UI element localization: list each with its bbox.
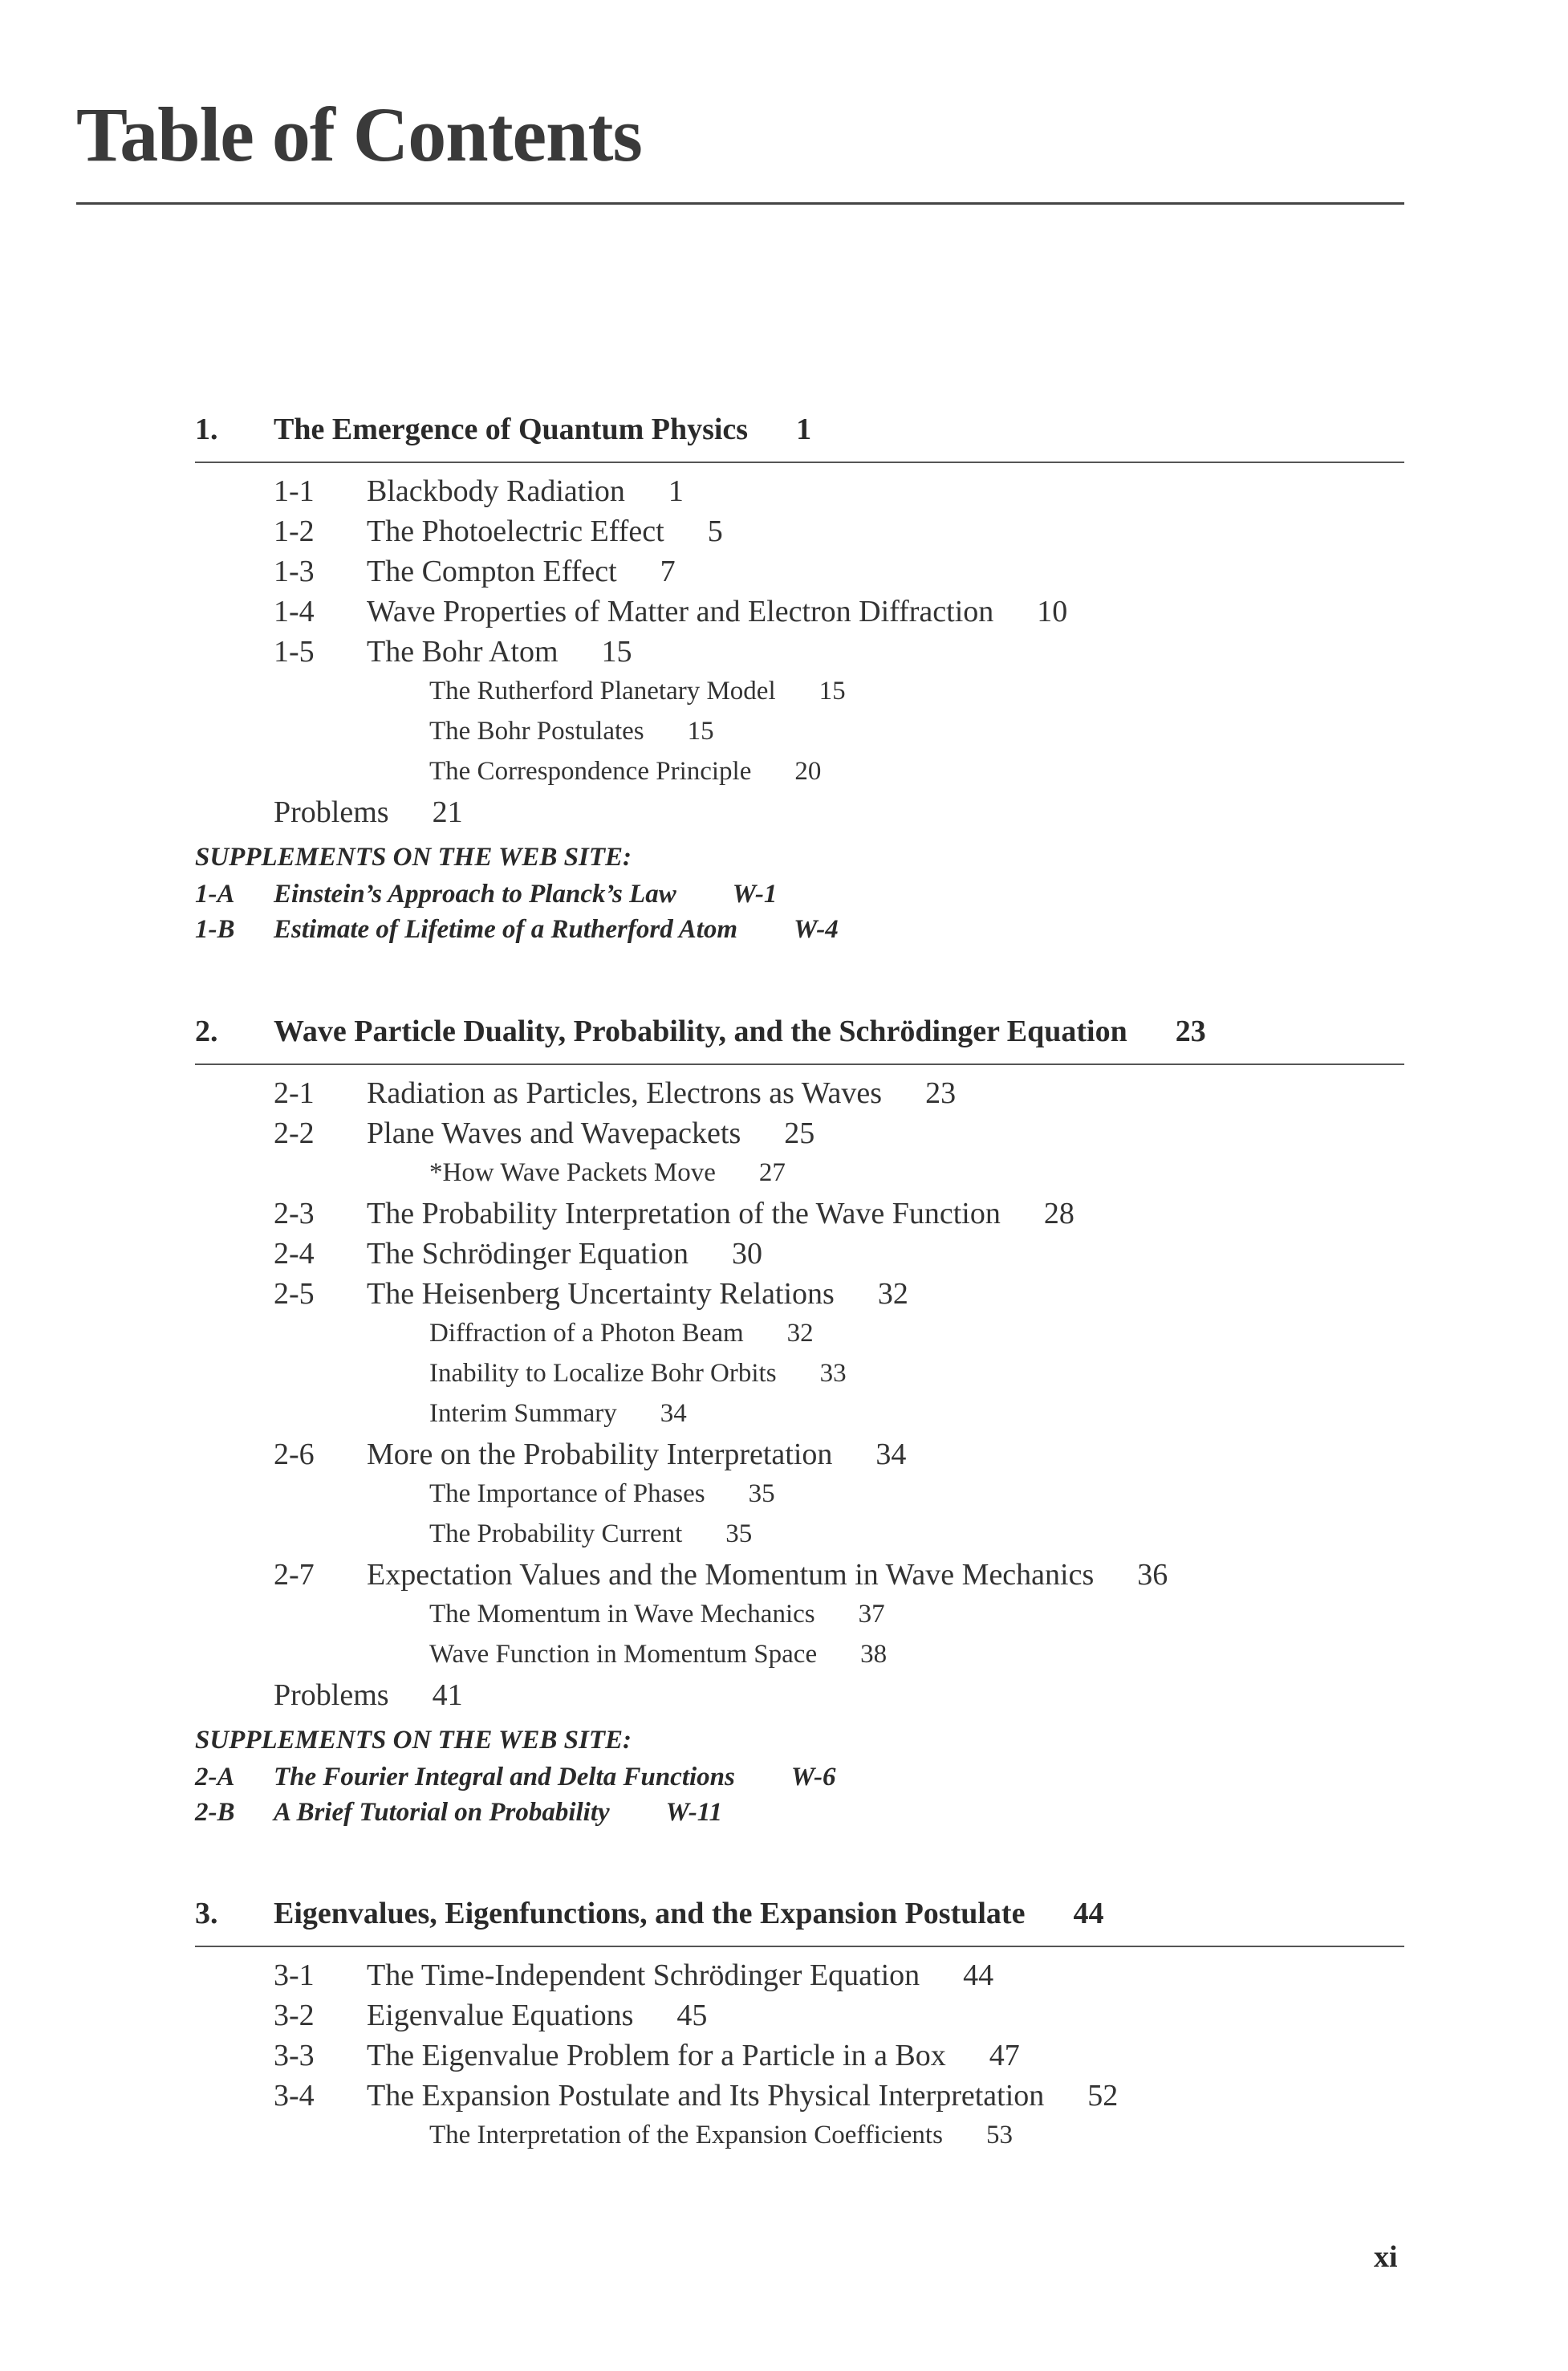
- section-title: Wave Properties of Matter and Electron Diffraction: [367, 595, 994, 628]
- chapter-title: The Emergence of Quantum Physics: [274, 413, 749, 446]
- subsection-title: The Momentum in Wave Mechanics: [429, 1600, 815, 1629]
- supplement-code: 1-B: [195, 915, 235, 944]
- supplement-page: W-11: [665, 1798, 722, 1827]
- subsection-title: The Bohr Postulates: [429, 717, 644, 746]
- supplement-title: A Brief Tutorial on Probability: [274, 1798, 610, 1827]
- subsection-title: The Rutherford Planetary Model: [429, 677, 776, 706]
- chapter-rule: [195, 1063, 1404, 1065]
- chapter-number: 1.: [195, 413, 218, 446]
- supplement-code: 2-B: [195, 1798, 235, 1827]
- section-code: 3-3: [274, 2039, 315, 2072]
- subsection-page: 27: [758, 1158, 786, 1187]
- section-title: Radiation as Particles, Electrons as Waves: [367, 1076, 883, 1110]
- subsection-title: Inability to Localize Bohr Orbits: [429, 1359, 777, 1388]
- chapter-page: 44: [1073, 1897, 1104, 1930]
- chapter-rule: [195, 462, 1404, 463]
- section-title: The Bohr Atom: [367, 635, 559, 669]
- problems-label: Problems: [274, 795, 389, 829]
- section-title: The Photoelectric Effect: [367, 514, 664, 548]
- chapter-heading: [195, 1896, 1103, 1931]
- section-code: 1-1: [274, 474, 315, 508]
- section-code: 2-4: [274, 1237, 315, 1271]
- section-code: 1-3: [274, 555, 315, 588]
- section-code: 2-3: [274, 1197, 315, 1230]
- section-page: 32: [877, 1277, 908, 1311]
- subsection-page: 15: [819, 677, 846, 706]
- section-code: 2-2: [274, 1116, 315, 1150]
- section-code: 2-6: [274, 1438, 315, 1471]
- section-page: 45: [676, 1999, 708, 2032]
- section-code: 1-2: [274, 514, 315, 548]
- section-code: 1-5: [274, 635, 315, 669]
- section-title: The Schrödinger Equation: [367, 1237, 689, 1271]
- supplement-page: W-6: [790, 1763, 836, 1791]
- section-page: 47: [989, 2039, 1020, 2072]
- section-code: 2-1: [274, 1076, 315, 1110]
- section-code: 3-2: [274, 1999, 315, 2032]
- section-page: 28: [1043, 1197, 1074, 1230]
- subsection-title: The Importance of Phases: [429, 1479, 705, 1508]
- subsection-title: Wave Function in Momentum Space: [429, 1640, 818, 1669]
- chapter-title: Wave Particle Duality, Probability, and the Schrödinger Equation: [274, 1015, 1127, 1048]
- subsection-page: 35: [725, 1519, 753, 1548]
- problems-label: Problems: [274, 1678, 389, 1712]
- chapter-heading: [195, 412, 811, 447]
- section-page: 52: [1087, 2079, 1119, 2113]
- supplement-title: The Fourier Integral and Delta Functions: [274, 1763, 735, 1791]
- subsection-page: 35: [748, 1479, 775, 1508]
- subsection-page: 15: [687, 717, 714, 746]
- subsection-title: The Interpretation of the Expansion Coefficients: [429, 2121, 943, 2149]
- subsection-page: 34: [660, 1399, 687, 1428]
- supplement-page: W-4: [794, 915, 839, 944]
- section-title: Eigenvalue Equations: [367, 1999, 634, 2032]
- section-page: 23: [925, 1076, 957, 1110]
- section-page: 1: [668, 474, 684, 508]
- supplements-heading: SUPPLEMENTS ON THE WEB SITE:: [195, 1726, 632, 1755]
- section-code: 3-1: [274, 1958, 315, 1992]
- subsection-title: *How Wave Packets Move: [429, 1158, 716, 1187]
- section-page: 10: [1037, 595, 1068, 628]
- section-title: The Compton Effect: [367, 555, 617, 588]
- section-title: The Expansion Postulate and Its Physical Interpretation: [367, 2079, 1045, 2113]
- chapter-rule: [195, 1946, 1404, 1947]
- chapter-page: 23: [1175, 1015, 1206, 1048]
- chapter-heading: [195, 1014, 1206, 1049]
- subsection-title: The Correspondence Principle: [429, 757, 752, 786]
- page-title: Table of Contents: [76, 92, 642, 177]
- problems-page: 41: [432, 1678, 463, 1712]
- section-page: 25: [784, 1116, 815, 1150]
- section-title: Expectation Values and the Momentum in Wave Mechanics: [367, 1558, 1095, 1592]
- supplement-page: W-1: [732, 880, 778, 909]
- section-page: 5: [707, 514, 723, 548]
- subsection-page: 37: [858, 1600, 885, 1629]
- section-page: 34: [875, 1438, 907, 1471]
- section-code: 3-4: [274, 2079, 315, 2113]
- section-title: The Eigenvalue Problem for a Particle in a Box: [367, 2039, 946, 2072]
- section-title: The Probability Interpretation of the Wave Function: [367, 1197, 1001, 1230]
- problems-page: 21: [432, 795, 463, 829]
- section-page: 30: [732, 1237, 763, 1271]
- section-title: Plane Waves and Wavepackets: [367, 1116, 741, 1150]
- section-code: 1-4: [274, 595, 315, 628]
- subsection-page: 32: [786, 1319, 814, 1348]
- chapter-number: 2.: [195, 1015, 218, 1048]
- subsection-title: Diffraction of a Photon Beam: [429, 1319, 744, 1348]
- section-title: The Heisenberg Uncertainty Relations: [367, 1277, 835, 1311]
- supplements-heading: SUPPLEMENTS ON THE WEB SITE:: [195, 843, 632, 872]
- subsection-page: 38: [860, 1640, 888, 1669]
- title-rule: [76, 202, 1404, 205]
- section-page: 7: [660, 555, 676, 588]
- chapter-number: 3.: [195, 1897, 218, 1930]
- subsection-page: 33: [819, 1359, 847, 1388]
- section-page: 36: [1137, 1558, 1168, 1592]
- supplement-title: Einstein’s Approach to Planck’s Law: [274, 880, 676, 909]
- section-page: 44: [963, 1958, 994, 1992]
- chapter-title: Eigenvalues, Eigenfunctions, and the Expansion Postulate: [274, 1897, 1026, 1930]
- section-title: Blackbody Radiation: [367, 474, 625, 508]
- chapter-page: 1: [796, 413, 812, 446]
- section-page: 15: [601, 635, 632, 669]
- supplement-code: 1-A: [195, 880, 235, 909]
- supplement-title: Estimate of Lifetime of a Rutherford Atom: [274, 915, 738, 944]
- subsection-page: 53: [985, 2121, 1013, 2149]
- subsection-title: Interim Summary: [429, 1399, 617, 1428]
- section-code: 2-7: [274, 1558, 315, 1592]
- subsection-page: 20: [794, 757, 822, 786]
- page-number: xi: [1374, 2240, 1398, 2274]
- subsection-title: The Probability Current: [429, 1519, 683, 1548]
- section-title: The Time-Independent Schrödinger Equation: [367, 1958, 920, 1992]
- supplement-code: 2-A: [195, 1763, 235, 1791]
- section-code: 2-5: [274, 1277, 315, 1311]
- section-title: More on the Probability Interpretation: [367, 1438, 833, 1471]
